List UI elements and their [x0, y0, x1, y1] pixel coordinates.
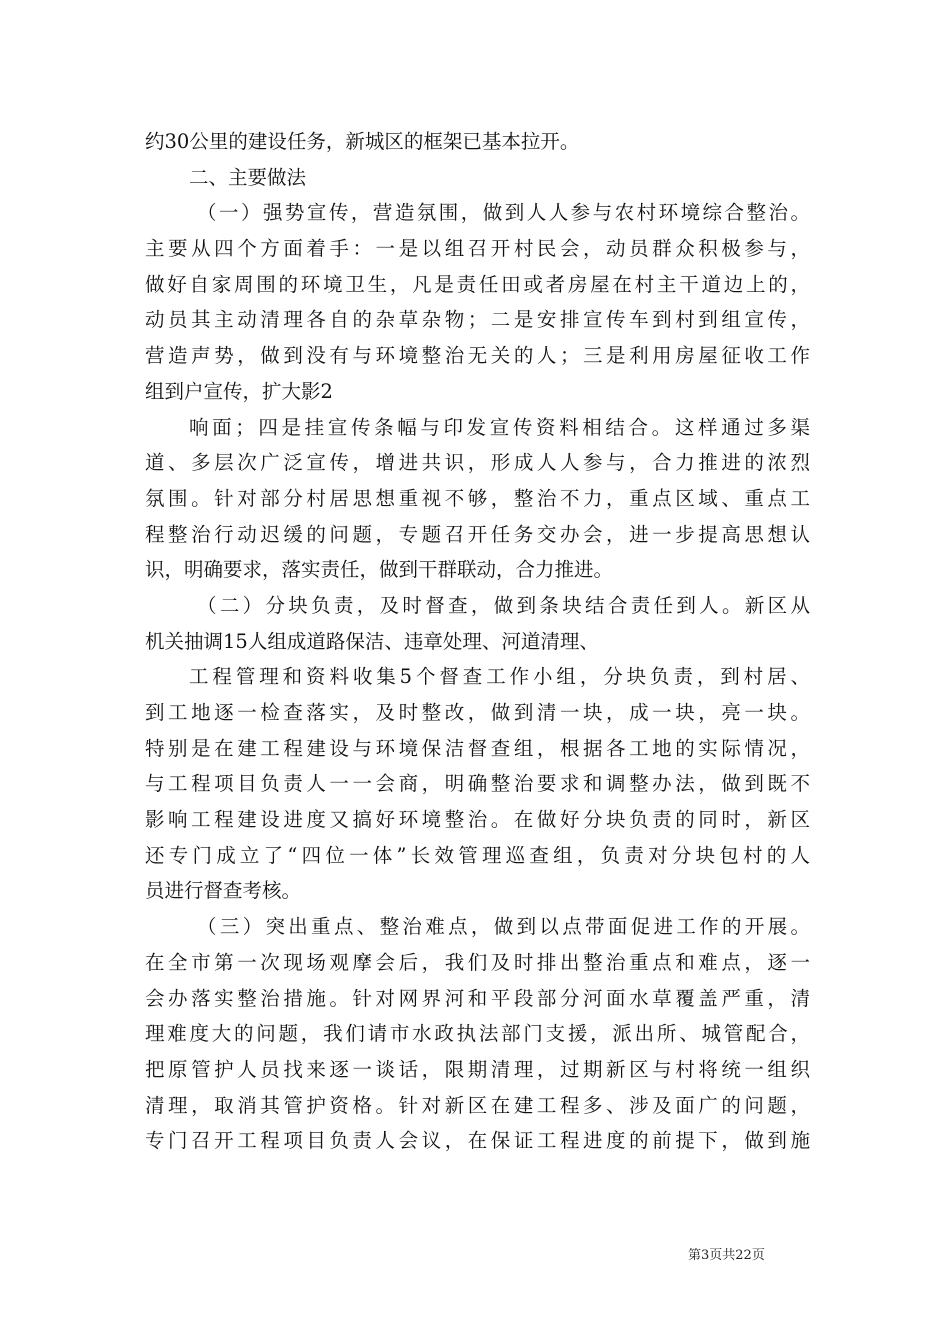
text-line: 把原管护人员找来逐一谈话，限期清理，过期新区与村将统一组织: [145, 1057, 810, 1081]
text-line: 约30公里的建设任务，新城区的框架已基本拉开。: [145, 130, 580, 153]
text-line: 理难度大的问题，我们请市水政执法部门支援，派出所、城管配合，: [145, 1022, 810, 1046]
text-line: 在全市第一次现场观摩会后，我们及时排出整治重点和难点，逐一: [145, 950, 810, 974]
body-text: [145, 124, 810, 1159]
text-line: 特别是在建工程建设与环境保洁督查组，根据各工地的实际情况，: [145, 736, 810, 760]
text-line: 清理，取消其管护资格。针对新区在建工程多、涉及面广的问题，: [145, 1093, 810, 1117]
page-number: 第3页共22页: [688, 1248, 765, 1263]
text-line: 营造声势，做到没有与环境整治无关的人；三是利用房屋征收工作: [145, 344, 810, 368]
paragraph-heading: （三）突出重点、整治难点，做到以点带面促进工作的开展。: [197, 915, 810, 939]
text-line: 主要从四个方面着手：一是以组召开村民会，动员群众积极参与，: [145, 237, 810, 261]
text-line: 动员其主动清理各自的杂草杂物；二是安排宣传车到村到组宣传，: [145, 308, 810, 332]
text-line: 氛围。针对部分村居思想重视不够，整治不力，重点区域、重点工: [145, 486, 810, 510]
text-line: 响面；四是挂宣传条幅与印发宣传资料相结合。这样通过多渠: [189, 415, 810, 439]
text-line: 程整治行动迟缓的问题，专题召开任务交办会，进一步提高思想认: [145, 522, 810, 546]
text-line: 员进行督查考核。: [145, 879, 302, 903]
text-line: 到工地逐一检查落实，及时整改，做到清一块，成一块，亮一块。: [145, 701, 810, 724]
text-line: 与工程项目负责人一一会商，明确整治要求和调整办法，做到既不: [145, 772, 810, 796]
text-line: 影响工程建设进度又搞好环境整治。在做好分块负责的同时，新区: [145, 808, 810, 832]
section-heading: 二、主要做法: [189, 165, 307, 189]
text-line: 组到户宣传，扩大影2: [145, 379, 333, 403]
text-line: 道、多层次广泛宣传，增进共识，形成人人参与，合力推进的浓烈: [145, 451, 810, 475]
text-line: 机关抽调15人组成道路保洁、违章处理、河道清理、: [145, 629, 599, 653]
text-line: 工程管理和资料收集5个督查工作小组，分块负责，到村居、: [189, 665, 810, 689]
paragraph-heading: （二）分块负责，及时督查，做到条块结合责任到人。新区从: [197, 593, 810, 617]
paragraph-heading: （一）强势宣传，营造氛围，做到人人参与农村环境综合整治。: [197, 201, 810, 225]
text-line: 做好自家周围的环境卫生，凡是责任田或者房屋在村主干道边上的，: [145, 272, 810, 296]
text-line: 还专门成立了“四位一体”长效管理巡查组，负责对分块包村的人: [145, 843, 810, 867]
text-line: 专门召开工程项目负责人会议，在保证工程进度的前提下，做到施: [145, 1129, 810, 1153]
text-line: 会办落实整治措施。针对网界河和平段部分河面水草覆盖严重，清: [145, 986, 810, 1010]
text-line: 识，明确要求，落实责任，做到干群联动，合力推进。: [145, 558, 614, 582]
